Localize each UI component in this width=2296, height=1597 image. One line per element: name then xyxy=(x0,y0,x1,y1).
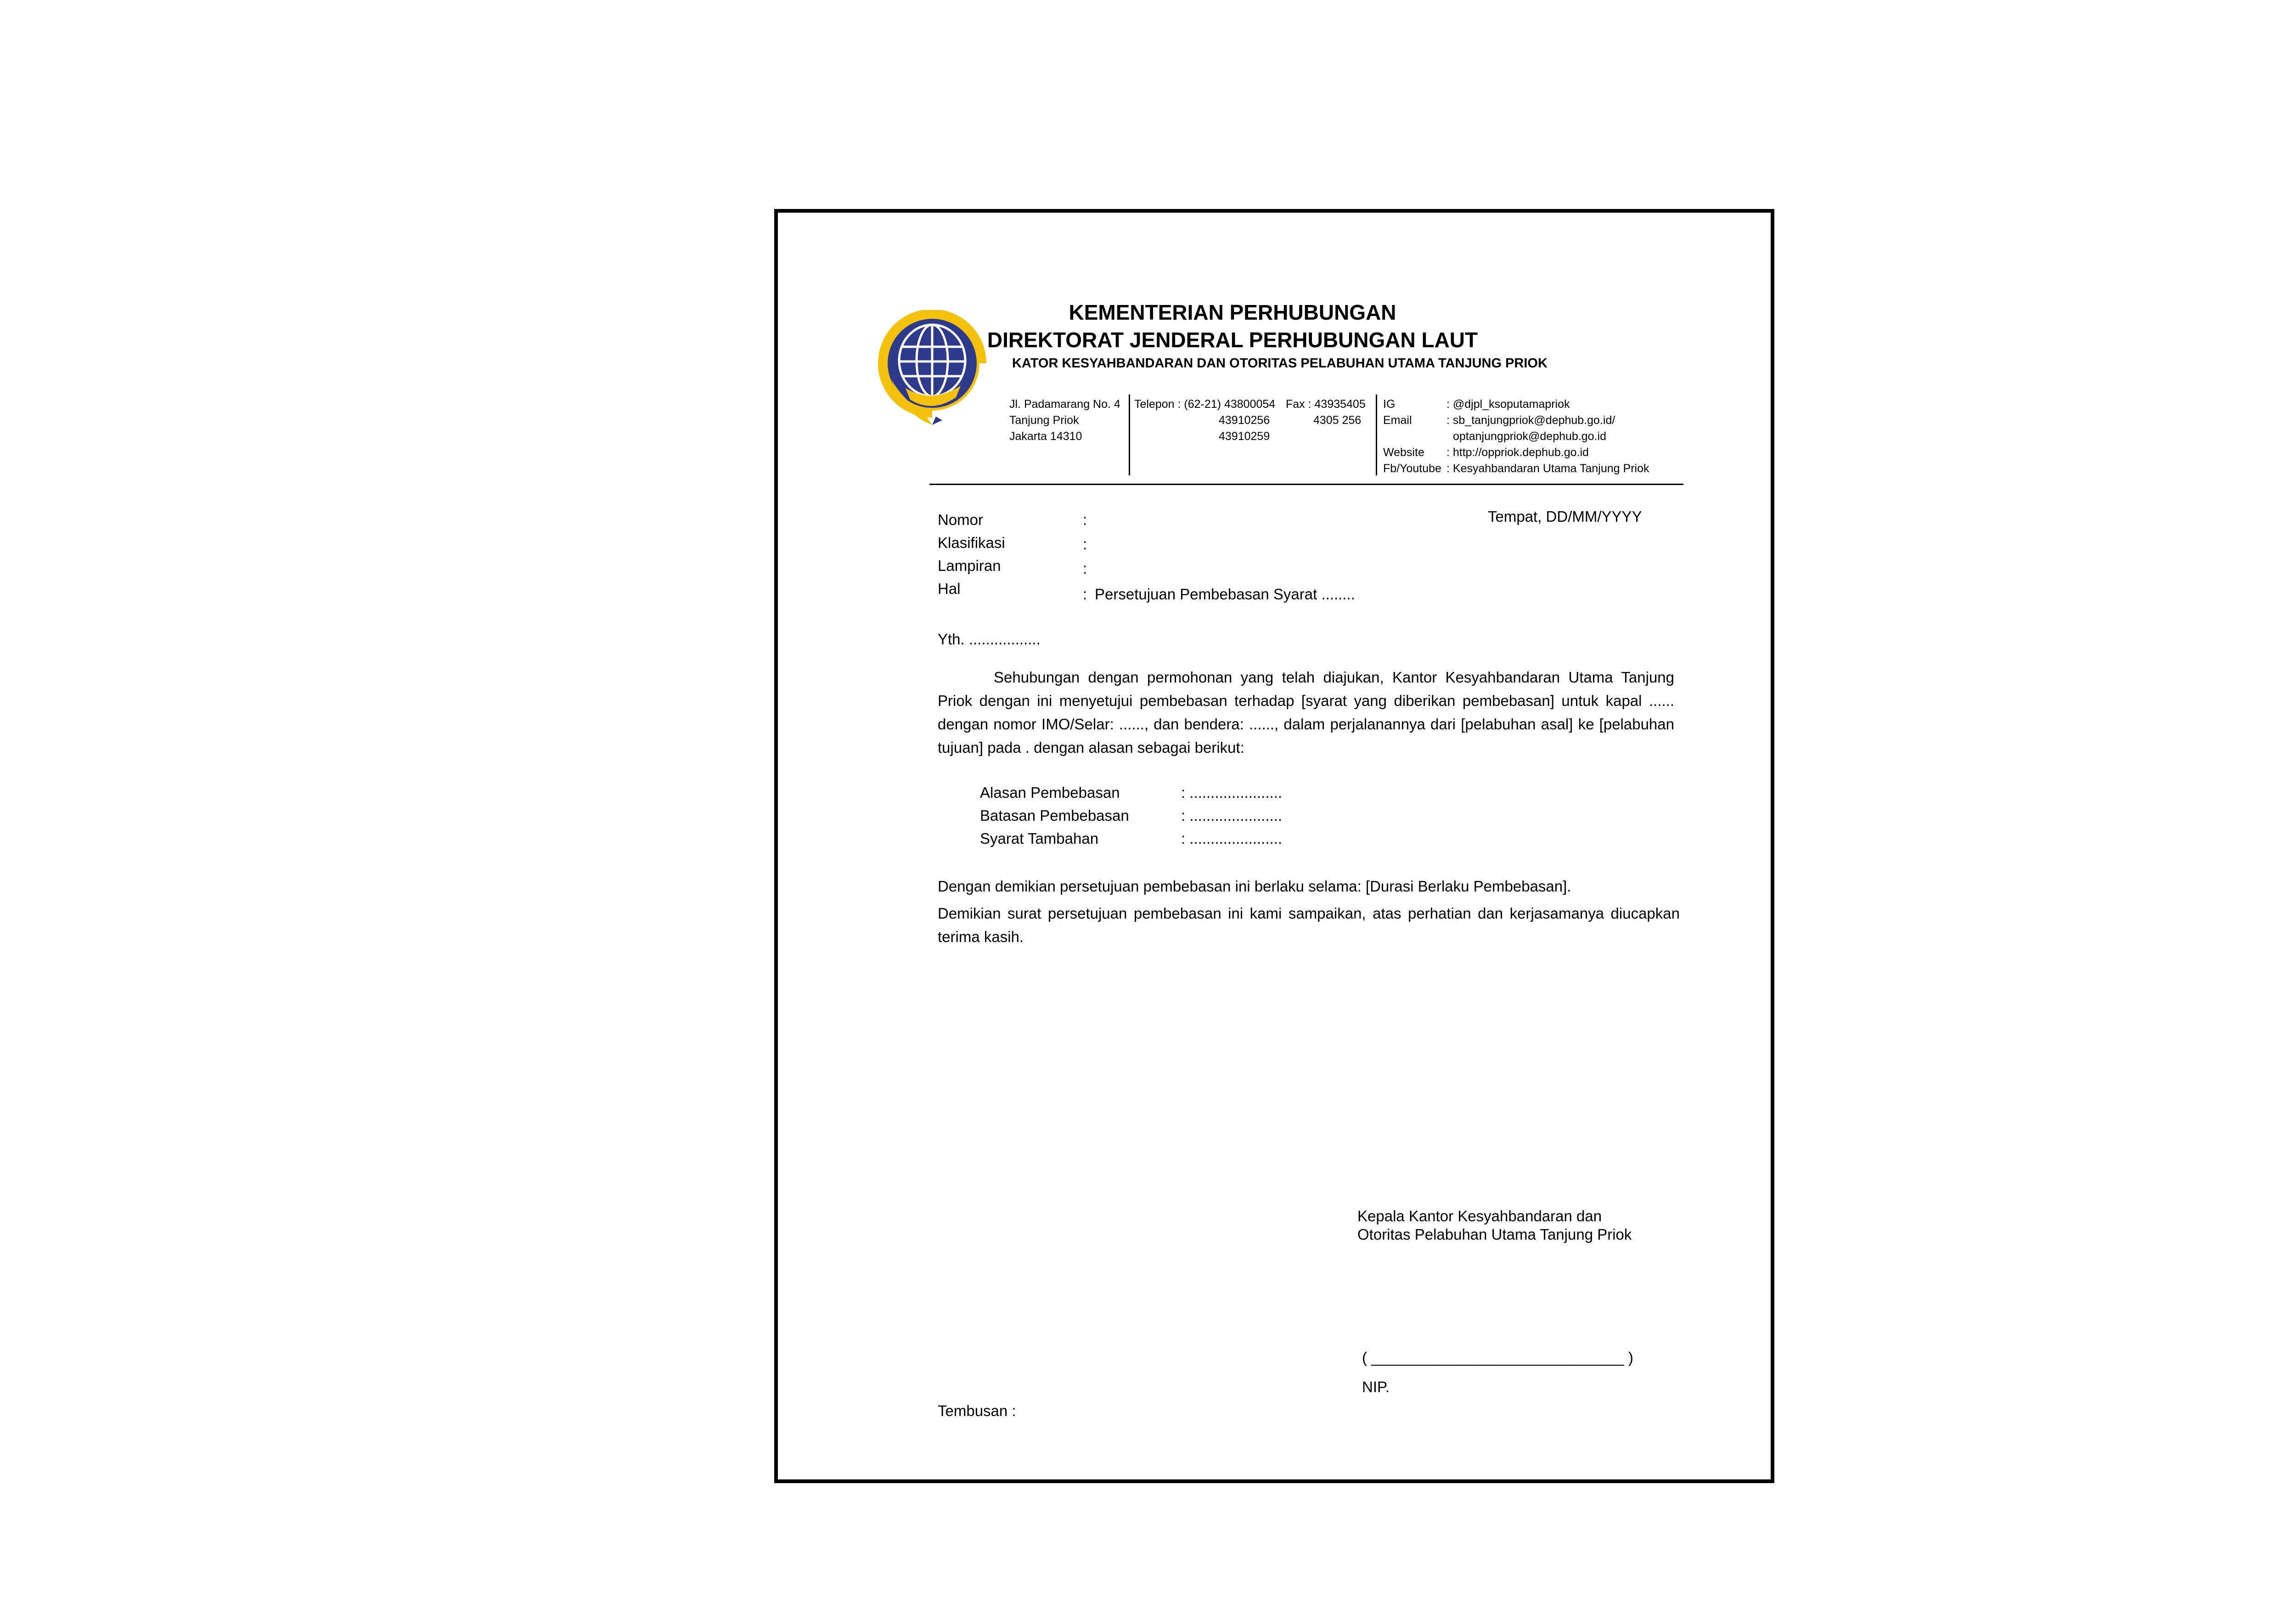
colon: : xyxy=(1083,536,1087,553)
klasifikasi-label: Klasifikasi xyxy=(938,534,1005,551)
fax-number: Fax : 43935405 xyxy=(1286,398,1366,411)
lampiran-label: Lampiran xyxy=(938,557,1001,574)
paragraph-duration: Dengan demikian persetujuan pembebasan ini berlaku selama: [Durasi Berlaku Pembebasan]. xyxy=(938,878,1571,895)
ministry-logo-icon xyxy=(878,310,986,427)
detail-value: : ...................... xyxy=(1181,784,1283,801)
contact-value: : http://oppriok.dephub.go.id xyxy=(1446,446,1589,459)
address-line: Tanjung Priok xyxy=(1009,414,1079,427)
colon: : xyxy=(1083,560,1087,577)
detail-value: : ...................... xyxy=(1181,807,1283,824)
paragraph-closing: Demikian surat persetujuan pembebasan ini kami sampaikan, atas perhatian dan kerjasamanya diucapkan terima kasih. xyxy=(938,905,1680,945)
contact-label: Fb/Youtube xyxy=(1383,462,1441,475)
colon: : xyxy=(1083,586,1087,603)
signatory-nip: NIP. xyxy=(1362,1378,1390,1395)
header-rule xyxy=(929,484,1683,485)
header-divider xyxy=(1376,395,1377,475)
paragraph-opening: Sehubungan dengan permohonan yang telah diajukan, Kantor Kesyahbandaran Utama Tanjung Priok dengan ini menyetujui pembebasan terhadap [syarat yang diberikan pembebasan] untuk kapal ...... dengan nomor IMO/Selar: ......, dan bendera: ......, dalam perjalanannya dari [pelabuhan asal] ke [pelabuhan tujuan] pada . dengan alasan sebagai berikut: xyxy=(938,669,1674,756)
signatory-name-line: ( ______________________________ ) xyxy=(1362,1349,1633,1366)
contact-label: Website xyxy=(1383,446,1424,459)
header-ministry: KEMENTERIAN PERHUBUNGAN xyxy=(1069,300,1396,324)
phone-number: Telepon : (62-21) 43800054 xyxy=(1134,398,1276,411)
tembusan: Tembusan : xyxy=(938,1402,1016,1419)
header-office: KATOR KESYAHBANDARAN DAN OTORITAS PELABUHAN UTAMA TANJUNG PRIOK xyxy=(1012,356,1548,371)
address-line: Jakarta 14310 xyxy=(1009,430,1082,443)
hal-label: Hal xyxy=(938,580,961,597)
phone-number: 43910259 xyxy=(1219,430,1270,443)
nomor-label: Nomor xyxy=(938,511,984,528)
recipient: Yth. ................. xyxy=(938,631,1041,648)
contact-label: IG xyxy=(1383,398,1396,411)
contact-value: : Kesyahbandaran Utama Tanjung Priok xyxy=(1446,462,1649,475)
hal-value: Persetujuan Pembebasan Syarat ........ xyxy=(1095,586,1355,603)
letter-page xyxy=(774,209,1774,1483)
contact-label: Email xyxy=(1383,414,1412,427)
contact-value: optanjungpriok@dephub.go.id xyxy=(1453,430,1606,443)
detail-label: Alasan Pembebasan xyxy=(980,784,1120,801)
detail-label: Batasan Pembebasan xyxy=(980,807,1129,824)
signatory-title: Otoritas Pelabuhan Utama Tanjung Priok xyxy=(1357,1226,1632,1243)
signatory-title: Kepala Kantor Kesyahbandaran dan xyxy=(1357,1208,1602,1225)
contact-value: : @djpl_ksoputamapriok xyxy=(1446,398,1570,411)
detail-label: Syarat Tambahan xyxy=(980,830,1099,847)
address-line: Jl. Padamarang No. 4 xyxy=(1009,398,1120,411)
phone-number: 43910256 xyxy=(1219,414,1270,427)
detail-value: : ...................... xyxy=(1181,830,1283,847)
header-directorate: DIREKTORAT JENDERAL PERHUBUNGAN LAUT xyxy=(987,328,1478,352)
place-date: Tempat, DD/MM/YYYY xyxy=(1488,508,1642,525)
header-divider xyxy=(1129,395,1130,475)
contact-value: : sb_tanjungpriok@dephub.go.id/ xyxy=(1446,414,1615,427)
fax-number: 4305 256 xyxy=(1313,414,1362,427)
colon: : xyxy=(1083,511,1087,528)
